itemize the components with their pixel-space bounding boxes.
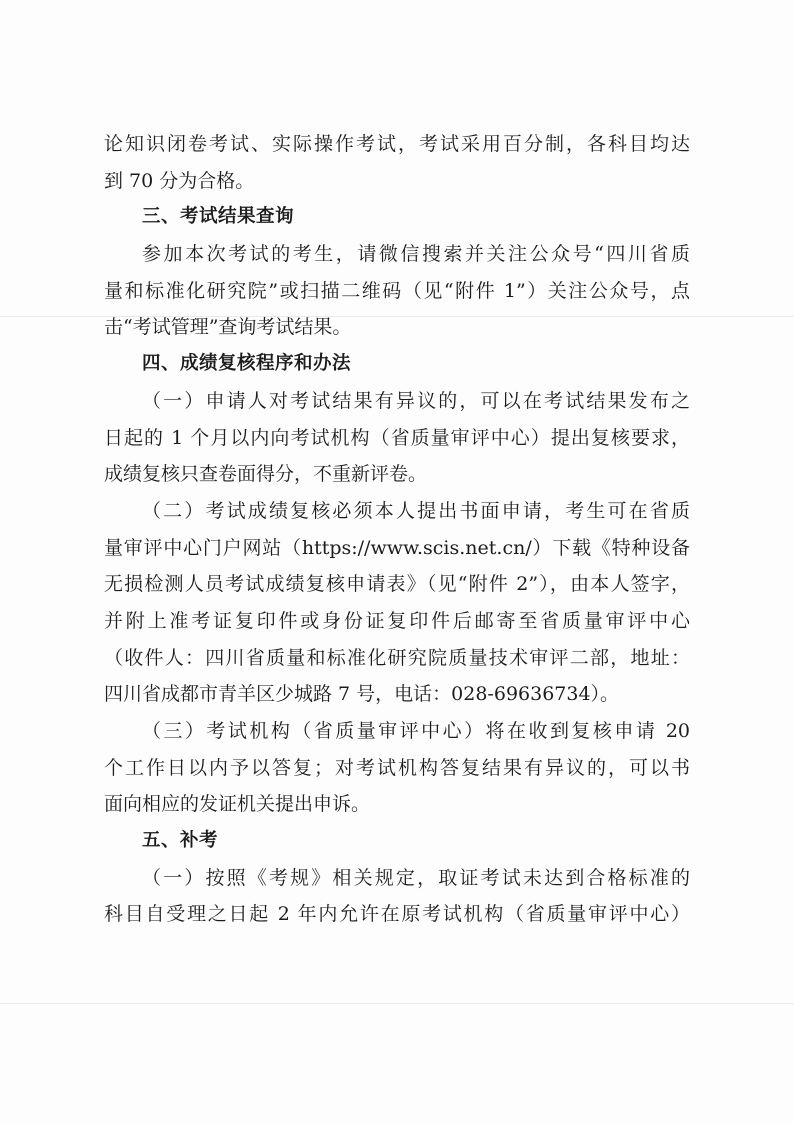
section-heading: 五、补考 — [142, 830, 219, 852]
paragraph-line: 论知识闭卷考试、实际操作考试，考试采用百分制，各科目均达 — [104, 133, 690, 155]
paragraph-line: 无损检测人员考试成绩复核申请表》（见“附件 2”），由本人签字， — [104, 573, 690, 596]
paragraph-line: 个工作日以内予以答复；对考试机构答复结果有异议的，可以书 — [104, 756, 690, 779]
paragraph-line: 成绩复核只查卷面得分，不重新评卷。 — [104, 463, 428, 486]
document-body — [104, 126, 690, 933]
paragraph-line: 日起的 1 个月以内向考试机构（省质量审评中心）提出复核要求， — [104, 426, 690, 449]
paragraph-line: 四川省成都市青羊区少城路 7 号，电话：028-69636734）。 — [104, 683, 620, 706]
paragraph-line: 击“考试管理”查询考试结果。 — [104, 316, 352, 339]
paragraph-line: 参加本次考试的考生，请微信搜索并关注公众号“四川省质 — [142, 243, 690, 266]
paragraph-line: （三）考试机构（省质量审评中心）将在收到复核申请 20 — [142, 720, 690, 742]
paragraph-line: 量审评中心门户网站（https://www.scis.net.cn/）下载《特种设备 — [104, 536, 690, 559]
paragraph-line: 并附上准考证复印件或身份证复印件后邮寄至省质量审评中心 — [104, 609, 690, 632]
paragraph-line: 科目自受理之日起 2 年内允许在原考试机构（省质量审评中心） — [104, 903, 690, 926]
paragraph-line: 量和标准化研究院”或扫描二维码（见“附件 1”）关注公众号，点 — [104, 279, 690, 302]
paragraph-line: 到 70 分为合格。 — [104, 169, 255, 192]
paragraph-line: （二）考试成绩复核必须本人提出书面申请，考生可在省质 — [142, 499, 690, 522]
paragraph-line: （一）按照《考规》相关规定，取证考试未达到合格标准的 — [142, 866, 690, 889]
paragraph-line: （一）申请人对考试结果有异议的，可以在考试结果发布之 — [142, 389, 690, 412]
paragraph-line: （收件人：四川省质量和标准化研究院质量技术审评二部，地址： — [104, 646, 690, 669]
scan-artifact-line — [0, 1003, 794, 1004]
paragraph-line: 面向相应的发证机关提出申诉。 — [104, 793, 371, 816]
section-heading: 四、成绩复核程序和办法 — [142, 353, 352, 375]
section-heading: 三、考试结果查询 — [142, 206, 295, 228]
